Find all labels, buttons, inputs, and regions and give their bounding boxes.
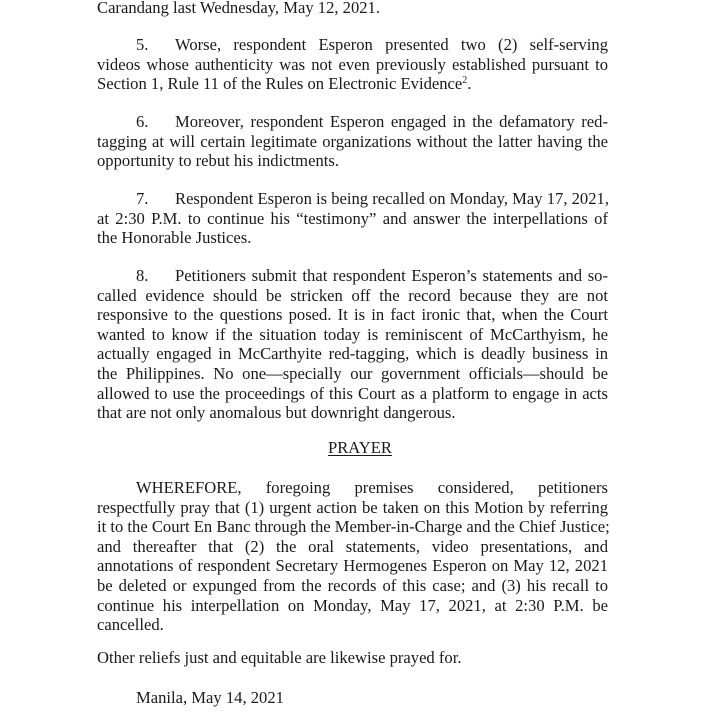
text-line: videos whose authenticity was not even previously established pursuant to (97, 54, 608, 74)
text-line: Manila, May 14, 2021 (136, 688, 284, 707)
paragraph-5 (97, 35, 608, 94)
footnote-reference[interactable]: 2 (462, 75, 468, 87)
text-line: responsive to the questions posed. It is in fact ironic that, when the Court (97, 305, 608, 325)
text-line: that are not only anomalous but downright dangerous. (97, 403, 456, 423)
carryover-text (97, 0, 608, 18)
paragraph-number: 8. (136, 266, 149, 285)
text-line: annotations of respondent Secretary Hermogenes Esperon on May 12, 2021 (97, 556, 608, 576)
paragraph-8 (97, 266, 608, 423)
text-line: cancelled. (97, 615, 164, 635)
paragraph-6 (97, 112, 608, 171)
text-line: Respondent Esperon is being recalled on Monday, May 17, 2021, (175, 189, 609, 208)
text-line: Section 1, Rule 11 of the Rules on Electronic Evidence (97, 74, 463, 94)
text-line: it to the Court En Banc through the Member-in-Charge and the Chief Justice; (97, 517, 610, 537)
punctuation: . (467, 74, 472, 94)
text-line: allowed to use the proceedings of this Court as a platform to engage in acts (97, 383, 608, 403)
text-line: and thereafter that (2) the oral statements, video presentations, and (97, 536, 608, 556)
paragraph-number: 5. (136, 35, 149, 54)
heading-text: PRAYER (328, 438, 392, 457)
paragraph-number: 6. (136, 112, 149, 131)
text-line: the Philippines. No one—specially our government officials—should be (97, 363, 608, 383)
text-line: tagging at will certain legitimate organizations without the latter having the (97, 131, 608, 151)
text-line: the Honorable Justices. (97, 228, 252, 248)
text-line: opportunity to rebut his indictments. (97, 151, 339, 171)
text-line: at 2:30 P.M. to continue his “testimony” and answer the interpellations of (97, 208, 608, 228)
text-line: WHEREFORE, foregoing premises considered, petitioners (136, 478, 608, 497)
text-line: actually engaged in McCarthyite red-tagging, which is deadly business in (97, 344, 608, 364)
text-line: continue his interpellation on Monday, May 17, 2021, at 2:30 P.M. be (97, 595, 608, 615)
text-line: Moreover, respondent Esperon engaged in the defamatory red- (175, 112, 608, 131)
place-date (97, 688, 608, 708)
paragraph-number: 7. (136, 189, 149, 208)
text-line: Petitioners submit that respondent Esperon’s statements and so- (175, 266, 608, 285)
text-line: Other reliefs just and equitable are likewise prayed for. (97, 648, 462, 667)
section-heading-prayer (0, 438, 720, 458)
text-line: Worse, respondent Esperon presented two (2) self-serving (175, 35, 608, 54)
text-line: wanted to know if the situation today is reminiscent of McCarthyism, he (97, 324, 608, 344)
paragraph-7 (97, 189, 608, 248)
text-line: be deleted or expunged from the records of this case; and (3) his recall to (97, 575, 608, 595)
text-line: respectfully pray that (1) urgent action be taken on this Motion by referring (97, 497, 608, 517)
text-line: Carandang last Wednesday, May 12, 2021. (97, 0, 381, 17)
other-reliefs-paragraph (97, 648, 608, 668)
prayer-paragraph (97, 478, 608, 635)
text-line: called evidence should be stricken off the record because they are not (97, 285, 608, 305)
